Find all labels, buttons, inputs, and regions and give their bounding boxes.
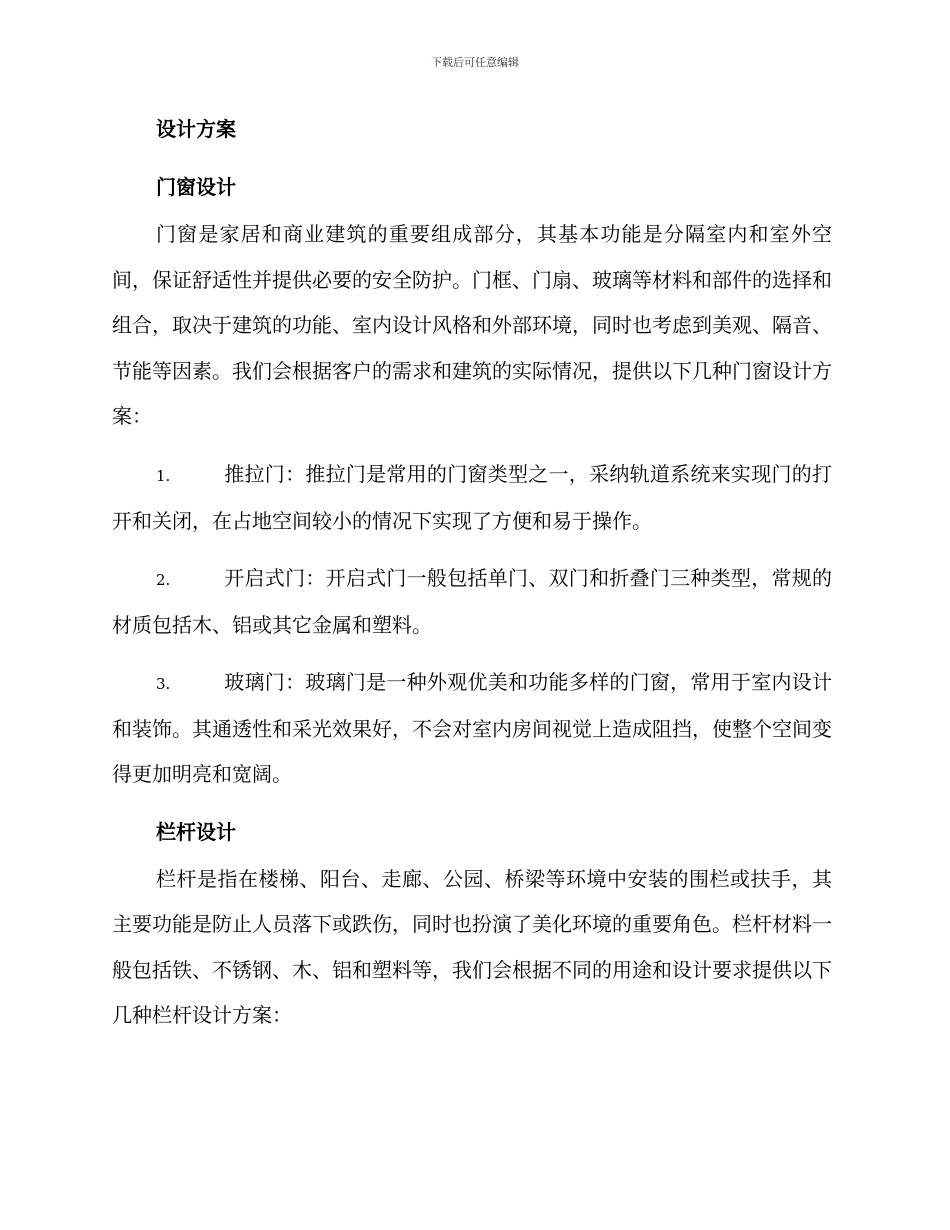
section-intro-railings: 栏杆是指在楼梯、阳台、走廊、公园、桥梁等环境中安装的围栏或扶手，其主要功能是防止人员落下或跌伤，同时也扮演了美化环境的重要角色。栏杆材料一般包括铁、不锈钢、木、铝和塑料等，我们会根据不同的用途和设计要求提供以下几种栏杆设计方案： bbox=[112, 866, 832, 1027]
list-item-text: 推拉门：推拉门是常用的门窗类型之一，采纳轨道系统来实现门的打开和关闭，在占地空间较小的情况下实现了方便和易于操作。 bbox=[112, 461, 832, 533]
document-body bbox=[112, 106, 832, 1051]
list-item bbox=[112, 452, 832, 544]
section-intro-doors-windows: 门窗是家居和商业建筑的重要组成部分，其基本功能是分隔室内和室外空间，保证舒适性并提供必要的安全防护。门框、门扇、玻璃等材料和部件的选择和组合，取决于建筑的功能、室内设计风格和外部环境，同时也考虑到美观、隔音、节能等因素。我们会根据客户的需求和建筑的实际情况，提供以下几种门窗设计方案： bbox=[112, 222, 832, 428]
list-item-number: 1. bbox=[156, 466, 171, 485]
list-item-number: 3. bbox=[156, 674, 171, 693]
document-title: 设计方案 bbox=[156, 117, 236, 141]
section-heading-railings: 栏杆设计 bbox=[156, 819, 236, 844]
list-item-text: 玻璃门：玻璃门是一种外观优美和功能多样的门窗，常用于室内设计和装饰。其通透性和采光效果好，不会对室内房间视觉上造成阻挡，使整个空间变得更加明亮和宽阔。 bbox=[112, 669, 832, 786]
list-item-text: 开启式门：开启式门一般包括单门、双门和折叠门三种类型，常规的材质包括木、铝或其它金属和塑料。 bbox=[112, 565, 832, 637]
list-item bbox=[112, 556, 832, 648]
page-header: 下载后可任意编辑 bbox=[431, 56, 519, 69]
list-item bbox=[112, 660, 832, 797]
list-item-number: 2. bbox=[156, 570, 171, 589]
section-heading-doors-windows: 门窗设计 bbox=[156, 175, 236, 199]
